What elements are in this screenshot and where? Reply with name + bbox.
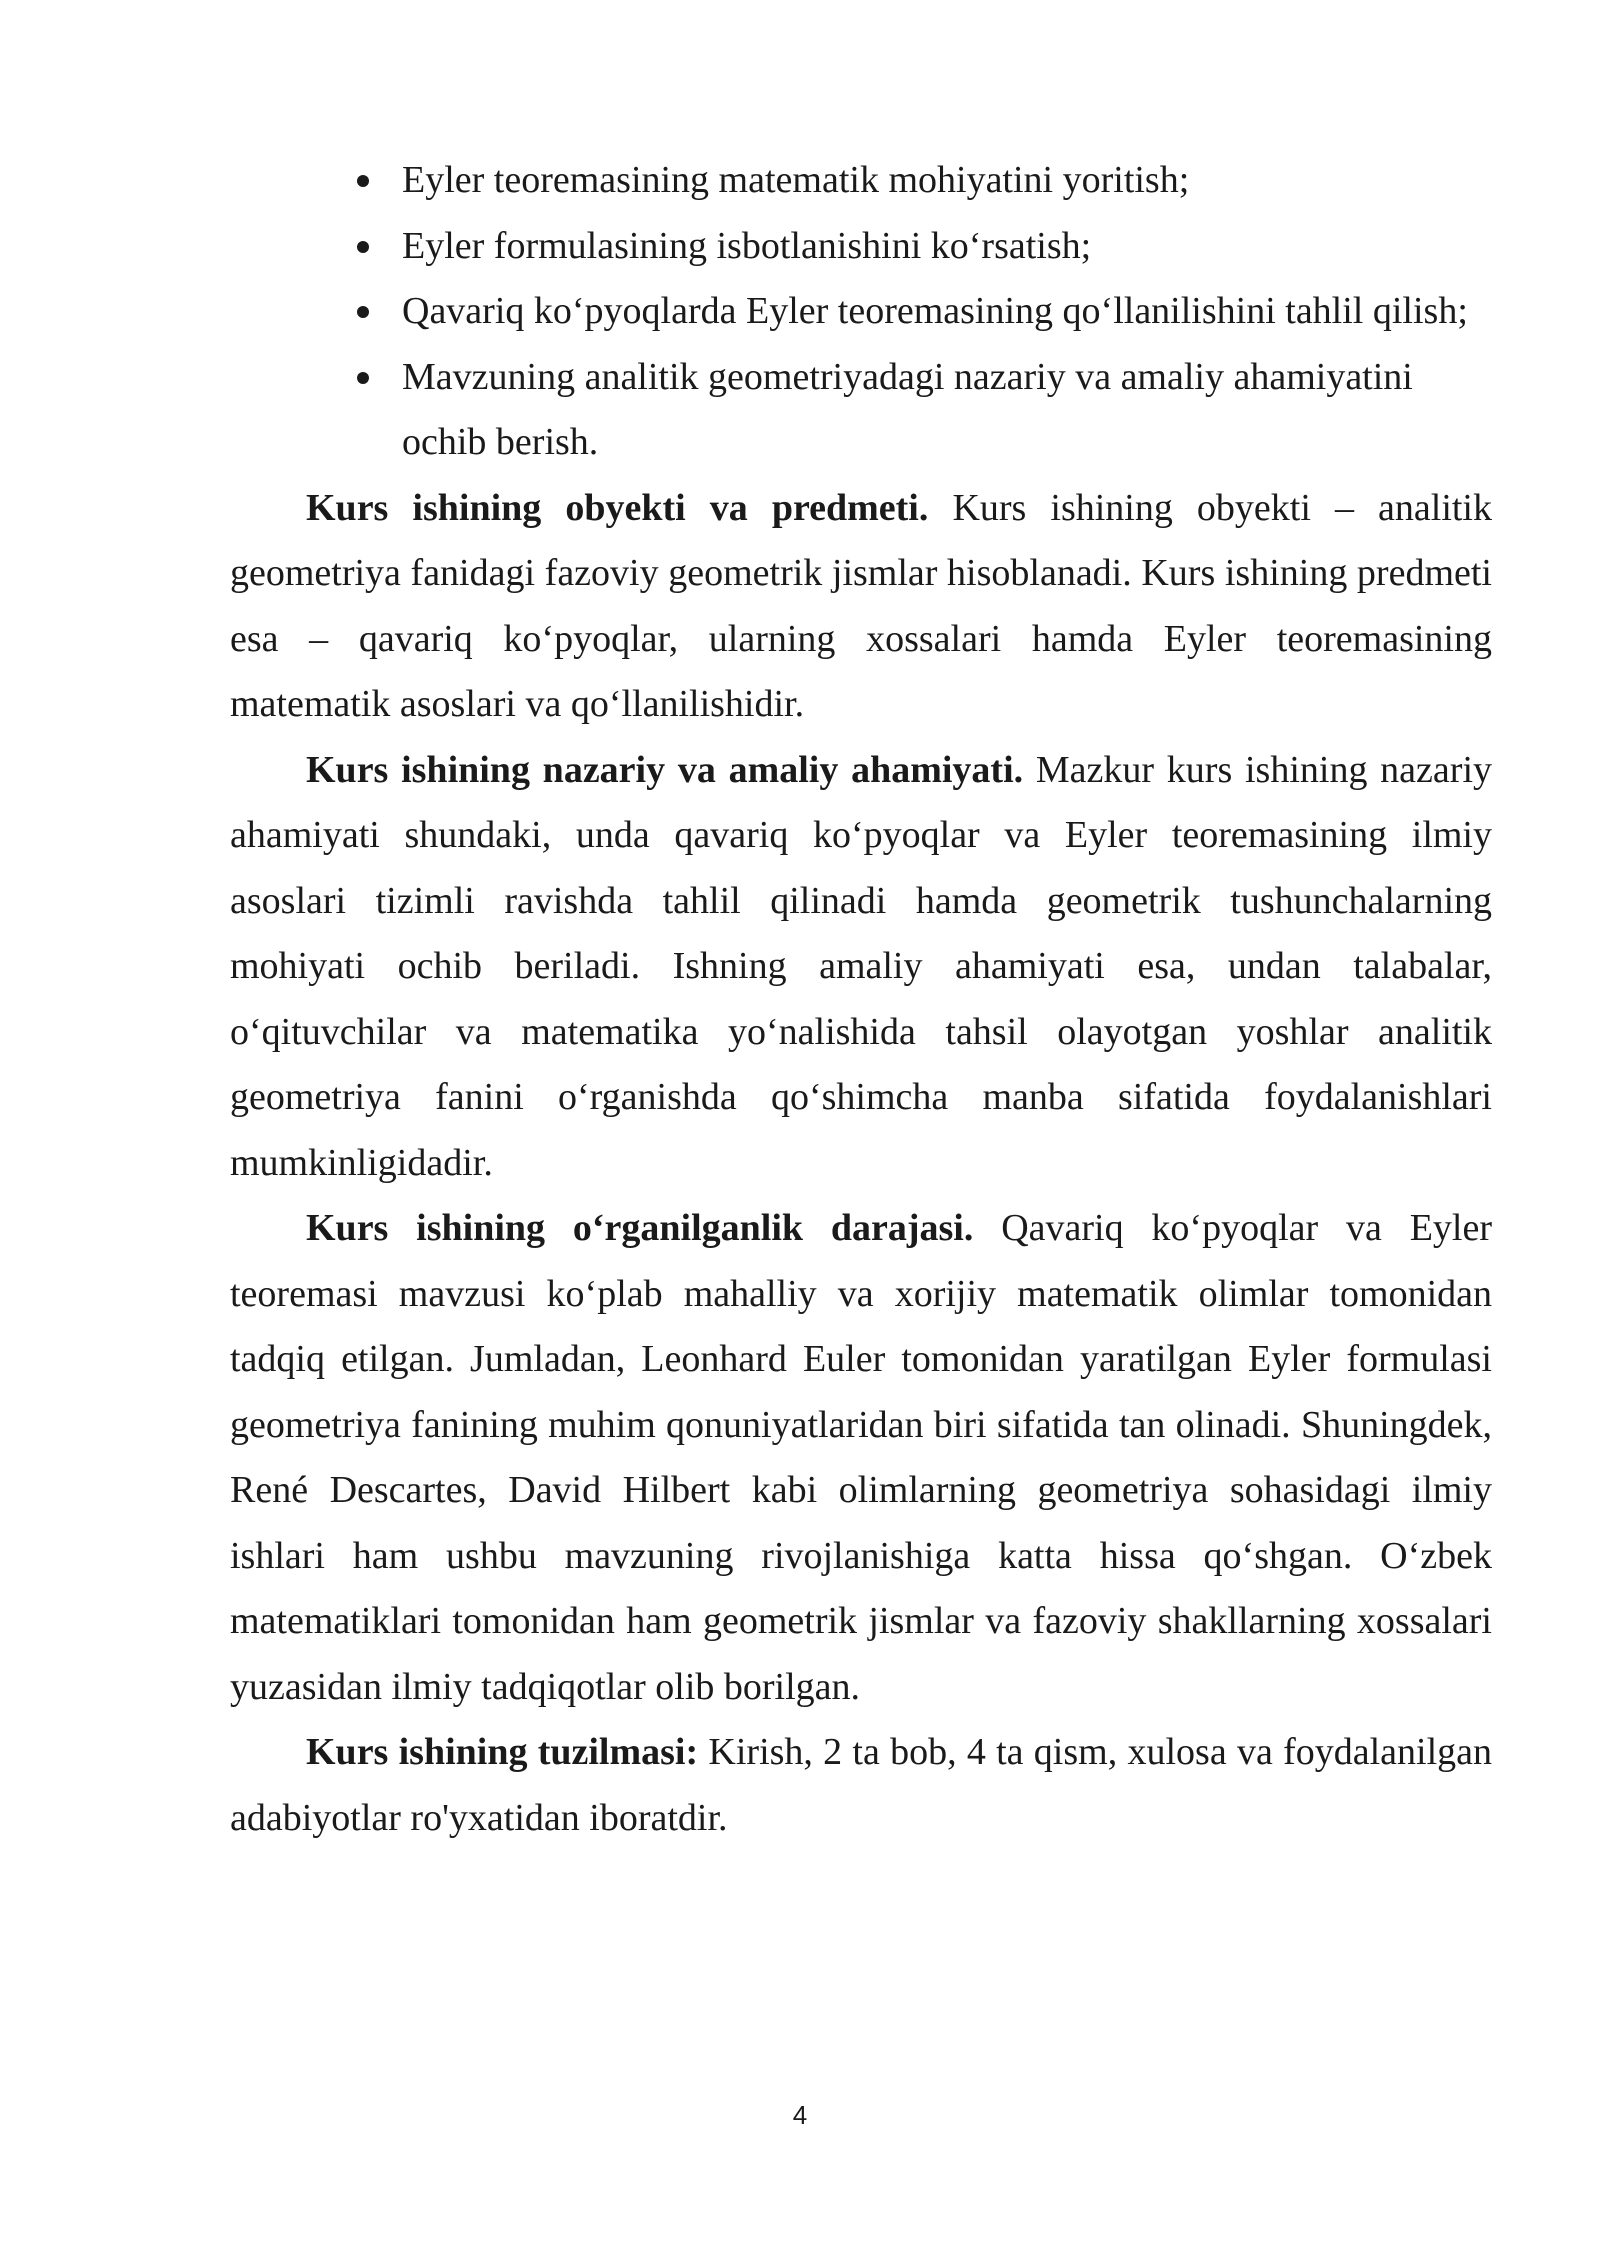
list-item-text: Mavzuning analitik geometriyadagi nazariy va amaliy ahamiyatini ochib berish. bbox=[402, 355, 1413, 463]
paragraph-text: Kurs ishining obyekti – analitik geometriya fanidagi fazoviy geometrik jismlar hisoblanadi. Kurs ishining predmeti esa – qavariq ko‘pyoqlar, ularning xossalari hamda Eyler teoremasining matematik asoslari va qo‘llanilishidir. bbox=[230, 486, 1492, 725]
list-item-text: Qavariq ko‘pyoqlarda Eyler teoremasining qo‘llanilishini tahlil qilish; bbox=[402, 290, 1468, 332]
bullet-icon bbox=[357, 241, 369, 253]
paragraph-text: Kirish, 2 ta bob, 4 ta qism, xulosa va foydalanilgan adabiyotlar ro'yxatidan iboratdir. bbox=[230, 1731, 1492, 1839]
paragraph-heading: Kurs ishining nazariy va amaliy ahamiyati. bbox=[306, 748, 1024, 791]
list-item bbox=[230, 345, 1492, 476]
list-item-text: Eyler formulasining isbotlanishini ko‘rsatish; bbox=[402, 224, 1092, 267]
document-page bbox=[230, 148, 1492, 1851]
page-number: 4 bbox=[792, 2100, 808, 2130]
paragraph-study-level bbox=[230, 1196, 1492, 1720]
paragraph-heading: Kurs ishining o‘rganilganlik darajasi. bbox=[306, 1207, 974, 1249]
paragraph-significance bbox=[230, 738, 1492, 1197]
paragraph-text: Qavariq ko‘pyoqlar va Eyler teoremasi mavzusi ko‘plab mahalliy va xorijiy matematik olimlar tomonidan tadqiq etilgan. Jumladan, Leonhard Euler tomonidan yaratilgan Eyler formulasi geometriya fanining muhim qonuniyatlaridan biri sifatida tan olinadi. Shuningdek, René Descartes, David Hilbert kabi olimlarning geometriya sohasidagi ilmiy ishlari ham ushbu mavzuning rivojlanishiga katta hissa qo‘shgan. O‘zbek matematiklari tomonidan ham geometrik jismlar va fazoviy shakllarning xossalari yuzasidan ilmiy tadqiqotlar olib borilgan. bbox=[230, 1207, 1492, 1708]
paragraph-object-subject bbox=[230, 476, 1492, 738]
list-item-text: Eyler teoremasining matematik mohiyatini yoritish; bbox=[402, 159, 1190, 201]
bullet-icon bbox=[357, 175, 369, 187]
bullet-icon bbox=[357, 306, 369, 318]
list-item bbox=[230, 279, 1492, 345]
bullet-icon bbox=[357, 372, 369, 384]
objectives-list bbox=[230, 148, 1492, 476]
paragraph-text: Mazkur kurs ishining nazariy ahamiyati shundaki, unda qavariq ko‘pyoqlar va Eyler teoremasining ilmiy asoslari tizimli ravishda tahlil qilinadi hamda geometrik tushunchalarning mohiyati ochib beriladi. Ishning amaliy ahamiyati esa, undan talabalar, o‘qituvchilar va matematika yo‘nalishida tahsil olayotgan yoshlar analitik geometriya fanini o‘rganishda qo‘shimcha manba sifatida foydalanishlari mumkinligidadir. bbox=[230, 748, 1492, 1184]
paragraph-heading: Kurs ishining tuzilmasi: bbox=[306, 1731, 699, 1773]
list-item bbox=[230, 214, 1492, 280]
paragraph-structure bbox=[230, 1720, 1492, 1851]
list-item bbox=[230, 148, 1492, 214]
paragraph-heading: Kurs ishining obyekti va predmeti. bbox=[306, 486, 929, 529]
